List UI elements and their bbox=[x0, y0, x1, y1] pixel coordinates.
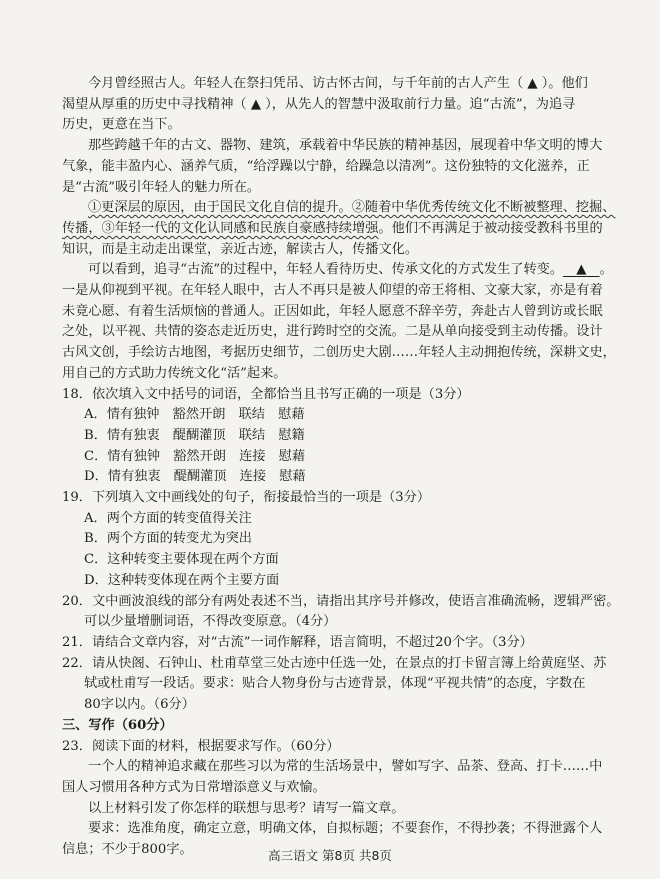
passage-line: 历史，更意在当下。 bbox=[62, 117, 181, 133]
passage-line: 是“古流”吸引年轻人的魅力所在。 bbox=[62, 179, 261, 195]
question-stem: 18．依次填入文中括号的词语，全都恰当且书写正确的一项是（3分） bbox=[62, 386, 470, 402]
option-c: C．情有独钟 豁然开朗 连接 慰藉 bbox=[84, 448, 306, 464]
passage-line: 未竟心愿、有着生活烦恼的普通人。正因如此，年轻人愿意不辞辛劳，奔赴古人曾到访或长眠 bbox=[62, 303, 603, 319]
section-heading-writing: 三、写作（60分） bbox=[62, 717, 173, 733]
passage-line bbox=[62, 260, 613, 281]
page-footer: 高三语文 第8页 共8页 bbox=[268, 848, 392, 863]
question-23 bbox=[62, 737, 603, 861]
material-line: 以上材料引发了你怎样的联想与思考？请写一篇文章。 bbox=[88, 800, 405, 816]
passage-line: 那些跨越千年的古文、器物、建筑，承载着中华民族的精神基因，展现着中华文明的博大 bbox=[88, 138, 603, 154]
passage-line: 一是从仰视到平视。在年轻人眼中，古人不再只是被人仰望的帝王将相、文豪大家，亦是有着 bbox=[62, 283, 603, 299]
question-18 bbox=[62, 385, 598, 489]
blank-marker: ▲ bbox=[576, 262, 587, 278]
passage-line: 之处，以平视、共情的姿态走近历史，进行跨时空的交流。二是从单向接受到主动传播。设计 bbox=[62, 324, 603, 340]
wavy-underlined-line: ①更深层的原因，由于国民文化自信的提升。②随着中华优秀传统文化不断被整理、挖掘、 bbox=[88, 200, 616, 216]
question-stem-cont: 可以少量增删词语，不得改变原意。（4分） bbox=[84, 614, 337, 630]
passage-line: 知识，而是主动走出课堂，亲近古迹，解读古人，传播文化。 bbox=[62, 241, 419, 257]
passage-line: 渴望从厚重的历史中寻找精神（ ▲ ），从先人的智慧中汲取前行力量。追“古流”，为追寻 bbox=[62, 96, 576, 112]
reading-passage bbox=[62, 74, 616, 385]
question-stem: 19．下列填入文中画线处的句子，衔接最恰当的一项是（3分） bbox=[62, 490, 431, 506]
option-b: B．两个方面的转变尤为突出 bbox=[84, 531, 252, 547]
passage-text: 。他们不再满足于被动接受教科书里的 bbox=[378, 220, 603, 236]
option-b: B．情有独衷 醍醐灌顶 联结 慰籍 bbox=[84, 427, 305, 443]
question-stem: 22．请从快阁、石钟山、杜甫草堂三处古迹中任选一处，在景点的打卡留言簿上给黄庭坚、苏 bbox=[62, 655, 607, 671]
wavy-underlined-text: 传播，③年轻一代的文化认同感和民族自豪感持续增强 bbox=[62, 220, 379, 236]
passage-line: 古风文创，手绘访古地图，考据历史细节，二创历史大剧……年轻人主动拥抱传统，深耕文史， bbox=[62, 345, 616, 361]
question-stem-cont: 轼或杜甫写一段话。要求：贴合人物身份与古迹背景，体现“平视共情”的态度，字数在 bbox=[84, 676, 586, 692]
passage-line: 气象，能丰盈内心、涵养气质，“给浮躁以宁静，给躁急以清冽”。这份独特的文化滋养，正 bbox=[62, 158, 590, 174]
option-a: A．情有独钟 豁然开朗 联结 慰藉 bbox=[84, 407, 305, 423]
passage-text: 可以看到，追寻“古流”的过程中，年轻人看待历史、传承文化的方式发生了转变。 bbox=[88, 262, 564, 278]
material-line: 一个人的精神追求藏在那些习以为常的生活场景中，譬如写字、品茶、登高、打卡……中 bbox=[88, 759, 603, 775]
passage-line: 用自己的方式助力传统文化“活”起来。 bbox=[62, 365, 287, 381]
requirement-line: 信息；不少于800字。 bbox=[62, 842, 193, 858]
material-line: 国人习惯用各种方式为日常增添意义与欢愉。 bbox=[62, 779, 326, 795]
question-stem: 23．阅读下面的材料，根据要求写作。（60分） bbox=[62, 738, 340, 754]
question-stem-cont: 80字以内。（6分） bbox=[84, 697, 195, 713]
question-21 bbox=[62, 633, 598, 654]
passage-line bbox=[62, 219, 603, 240]
question-19 bbox=[62, 488, 598, 592]
option-a: A．两个方面的转变值得关注 bbox=[84, 510, 252, 526]
question-22 bbox=[62, 654, 607, 716]
option-d: D．情有独衷 醍醐灌顶 连接 慰藉 bbox=[84, 469, 306, 485]
option-c: C．这种转变主要体现在两个方面 bbox=[84, 552, 279, 568]
option-d: D．这种转变体现在两个主要方面 bbox=[84, 572, 280, 588]
question-20 bbox=[62, 592, 620, 633]
passage-line: 今月曾经照古人。年轻人在祭扫凭吊、访古怀古间，与千年前的古人产生（ ▲ ）。他们 bbox=[88, 76, 588, 91]
passage-text: 。 bbox=[599, 262, 613, 278]
requirement-line: 要求：选准角度，确定立意，明确文体，自拟标题；不要套作，不得抄袭；不得泄露个人 bbox=[88, 821, 603, 837]
question-stem: 20．文中画波浪线的部分有两处表述不当，请指出其序号并修改，使语言准确流畅，逻辑严密。 bbox=[62, 593, 620, 609]
question-stem: 21．请结合文章内容，对“古流”一词作解释，语言简明，不超过20个字。（3分） bbox=[62, 634, 533, 650]
fill-in-blank bbox=[563, 262, 600, 277]
